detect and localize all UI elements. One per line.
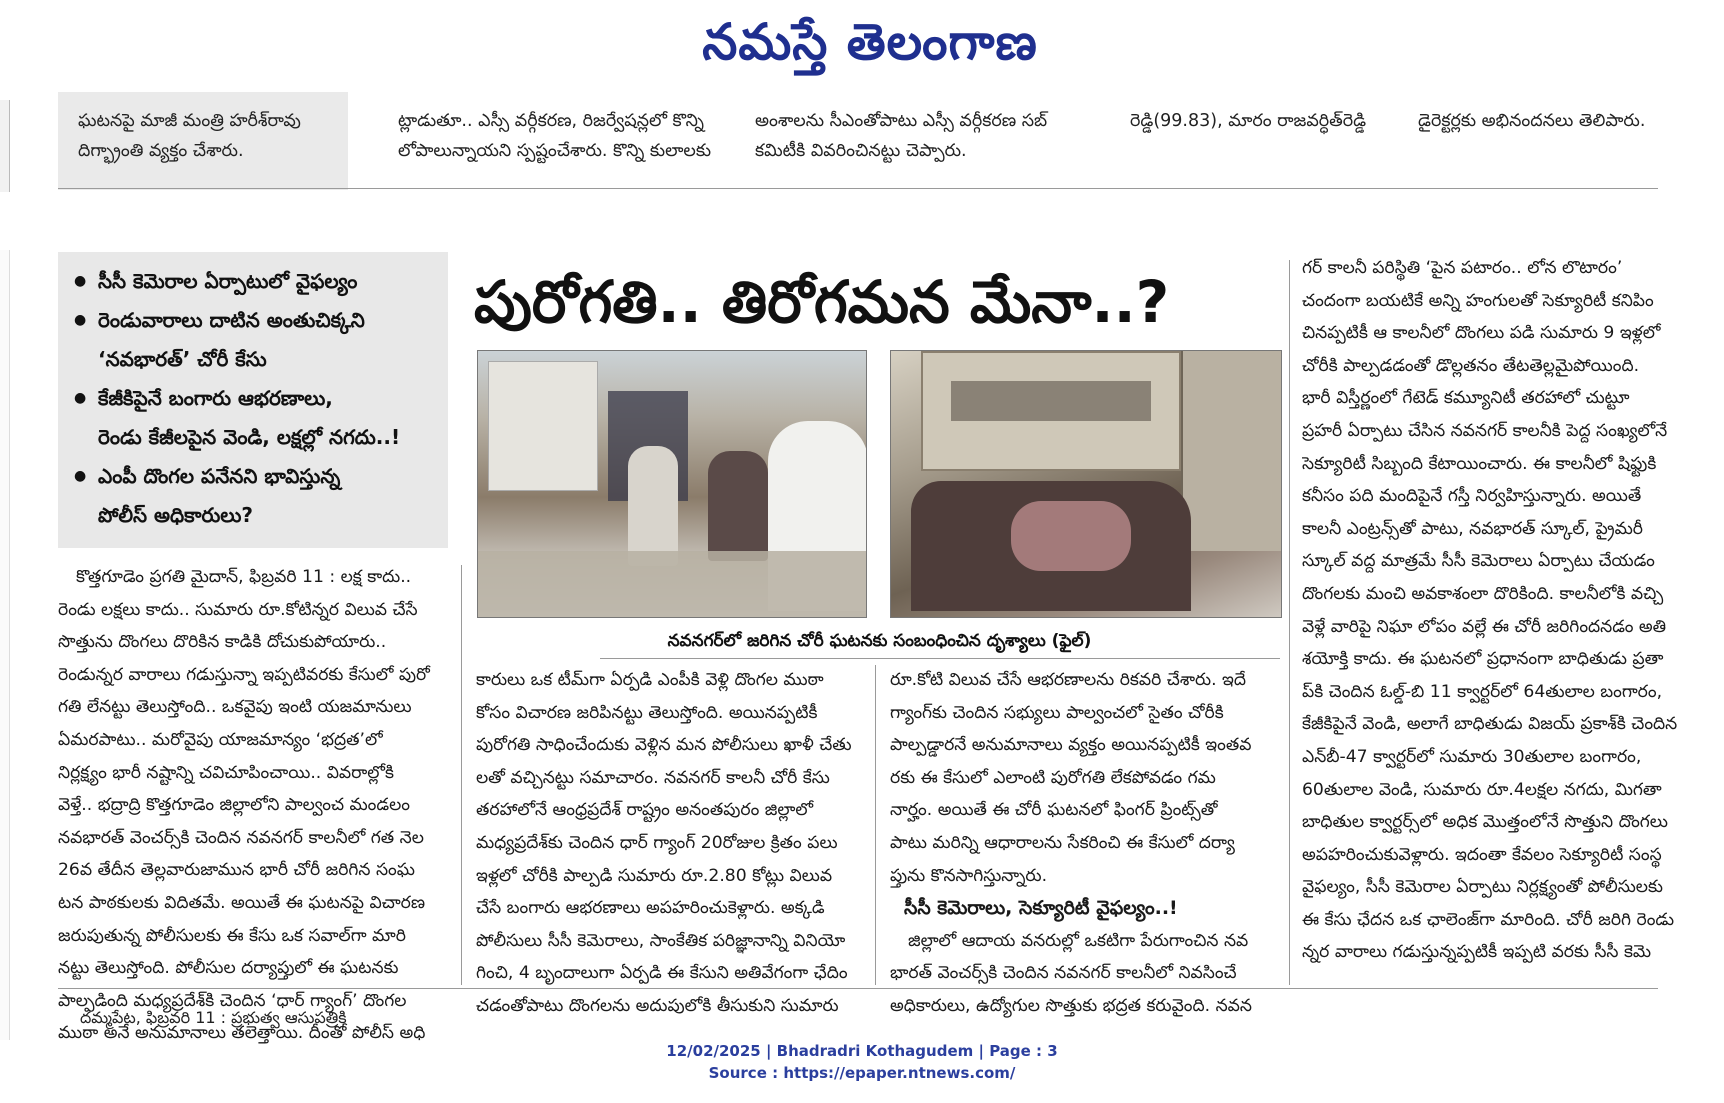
text-line: ఇళ్లలో చోరీకి పాల్పడి సుమారు రూ.2.80 కోట్లు విలువ: [476, 865, 833, 886]
text-line: న్నర వారాలు గడుస్తున్నప్పటికీ ఇప్పటి వరకు సీసీ కెమె: [1302, 942, 1652, 963]
text-line: నిర్లక్ష్యం భారీ నష్టాన్ని చవిచూపించాయి.. వివరాల్లోకి: [58, 762, 395, 783]
highlight-item-continuation: పోలీస్ అధికారులు?: [98, 503, 253, 527]
text-line: ముఠా అనే అనుమానాలు తలెత్తాయి. దీంతో పోలీస్ అధి: [58, 1023, 426, 1044]
footer-page-number: Page : 3: [989, 1042, 1058, 1060]
text-line: గర్ కాలనీ పరిస్థితి ‘పైన పటారం.. లోన లొటారం’: [1302, 258, 1623, 278]
highlight-item: ● కేజీకిపైనే బంగారు ఆభరణాలు,: [72, 379, 438, 418]
text-line: లతో వచ్చినట్టు సమాచారం. నవనగర్ కాలనీ చోరీ కేసు: [476, 767, 830, 788]
text-line: చడంతోపాటు దొంగలను అదుపులోకి తీసుకుని సుమారు: [476, 995, 839, 1016]
cut-text-fragment: [1418, 92, 1668, 106]
text-line: డైరెక్టర్లకు అభినందనలు తెలిపారు.: [1418, 111, 1646, 131]
text-line: గతి లేనట్టు తెలుస్తోంది.. ఒకవైపు ఇంటి యజమానులు: [58, 697, 412, 718]
text-line: సొత్తును దొంగలు దొరికిన కాడికి దోచుకుపోయారు..: [58, 632, 387, 653]
text-line: 60తులాల వెండి, సుమారు రూ.4లక్షల నగదు, మిగతా: [1302, 779, 1662, 800]
text-line: కనీసం పది మందిపైనే గస్తీ నిర్వహిస్తున్నారు. అయితే: [1302, 486, 1642, 507]
text-line: భారీ విస్తీర్ణంలో గేటెడ్ కమ్యూనిటీ తరహాలో చుట్టూ: [1302, 388, 1630, 409]
text-line: ప్తును కొనసాగిస్తున్నారు.: [890, 865, 1048, 886]
highlight-item: ● సీసీ కెమెరాల ఏర్పాటులో వైఫల్యం: [72, 262, 438, 301]
text-line: వెళ్తే.. భద్రాద్రి కొత్తగూడెం జిల్లాలోని పాల్వంచ మండలం: [58, 795, 411, 816]
article-subheading: సీసీ కెమెరాలు, సెక్యూరిటీ వైఫల్యం..!: [904, 897, 1178, 920]
section-divider: [58, 188, 1658, 189]
text-line: మధ్యప్రదేశ్‌కు చెందిన ధార్ గ్యాంగ్ 20రోజుల క్రితం పలు: [476, 832, 838, 853]
text-line: చోరీకి పాల్పడడంతో డొల్లతనం తేటతెల్లమైపోయింది.: [1302, 355, 1640, 376]
bed-surface: [478, 551, 867, 618]
footer-source-label: Source :: [708, 1064, 779, 1082]
masthead: [0, 0, 1724, 92]
cut-text-fragment: [1130, 92, 1400, 106]
text-line: అపహరించుకువెళ్లారు. ఇదంతా కేవలం సెక్యూరిటీ సంస్థ: [1302, 844, 1662, 865]
footer-source-line: [0, 1062, 1724, 1084]
text-line: దిగ్భ్రాంతి వ్యక్తం చేశారు.: [78, 141, 244, 161]
text-line: నవభారత్ వెంచర్స్‌కి చెందిన నవనగర్ కాలనీలో గత నెల: [58, 827, 424, 848]
text-line: జరుపుతున్న పోలీసులకు ఈ కేసు ఒక సవాల్‌గా మారి: [58, 925, 406, 946]
text-line: గించి, 4 బృందాలుగా ఏర్పడి ఈ కేసుని అతివేగంగా ఛేదిం: [476, 963, 848, 984]
crime-scene-photo-2: [890, 350, 1282, 618]
text-line: నట్టు తెలుస్తోంది. పోలీసుల దర్యాప్తులో ఈ ఘటనకు: [58, 958, 399, 979]
cupboard-door: [1181, 351, 1281, 551]
page-edge-marker: [0, 100, 10, 192]
text-line: సెక్యూరిటీ సిబ్బంది కేటాయించారు. ఈ కాలనీలో షిఫ్టుకి: [1302, 453, 1657, 474]
text-line: పోలీసులు సీసీ కెమెరాలు, సాంకేతిక పరిజ్ఞానాన్ని వినియో: [476, 930, 846, 951]
text-line: వెళ్లే వారిపై నిఘా లోపం వల్లే ఈ చోరీ జరిగిందనడం అతి: [1302, 616, 1667, 637]
text-line: పురోగతి సాధించేందుకు వెళ్లిన మన పోలీసులు ఖాళీ చేతు: [476, 735, 852, 756]
text-line: చినప్పటికీ ఆ కాలనీలో దొంగలు పడి సుమారు 9 ఇళ్లలో: [1302, 323, 1661, 344]
text-line: నార్హం. అయితే ఈ చోరీ ఘటనలో ఫింగర్ ప్రింట్స్‌తో: [890, 800, 1218, 821]
footer-source-link[interactable]: https://epaper.ntnews.com/: [783, 1064, 1016, 1082]
article-column-4: [1302, 252, 1692, 969]
footer-edition: Bhadradri Kothagudem: [776, 1042, 974, 1060]
text-line: కొత్తగూడెం ప్రగతి మైదాన్, ఫిబ్రవరి 11 : లక్ష కాదు..: [76, 567, 412, 587]
text-line: లోపాలున్నాయని స్పష్టంచేశారు. కొన్ని కులాలకు: [398, 141, 712, 161]
text-line: ఘటనపై మాజీ మంత్రి హరీశ్‌రావు: [78, 111, 301, 131]
text-line: దొంగలకు మంచి అవకాశంలా దొరికింది. కాలనీలోకి వచ్చి: [1302, 583, 1664, 604]
text-line: తరహాలోనే ఆంధ్రప్రదేశ్ రాష్ట్రం అనంతపురం జిల్లాలో: [476, 800, 814, 821]
top-article-col-5: [1418, 92, 1668, 190]
text-line: పాల్పడింది మధ్యప్రదేశ్‌కి చెందిన ‘ధార్ గ్యాంగ్’ దొంగల: [58, 990, 407, 1011]
photo-caption: నవనగర్‌లో జరిగిన చోరీ ఘటనకు సంబంధించిన దృశ్యాలు (ఫైల్): [667, 631, 1092, 651]
bottom-article-strip: [58, 1002, 1668, 1036]
text-line: రూ.కోటి విలువ చేసే ఆభరణాలను రికవరి చేశారు. ఇదే: [890, 670, 1247, 690]
window-curtain-shape: [488, 361, 598, 491]
text-line: పాటు మరిన్ని ఆధారాలను సేకరించి ఈ కేసులో దర్యా: [890, 832, 1235, 853]
caption-divider: [600, 658, 1280, 659]
cut-text-fragment: [398, 92, 783, 106]
footer-separator: |: [978, 1042, 990, 1060]
text-line: భారత్ వెంచర్స్‌కి చెందిన నవనగర్ కాలనీలో నివసించే: [890, 963, 1237, 984]
crime-scene-photo-1: [477, 350, 867, 618]
text-line: కారులు ఒక టీమ్‌గా ఏర్పడి ఎంపీకి వెళ్లి దొంగల ముఠా: [476, 670, 824, 690]
text-line: కాలనీ ఎంట్రన్స్‌తో పాటు, నవభారత్ స్కూల్, ప్రైమరీ: [1302, 518, 1644, 539]
article-column-3: [890, 664, 1282, 1023]
top-article-strip: [58, 92, 1668, 190]
text-line: ఏమరపాటు.. మరోవైపు యాజమాన్యం ‘భద్రత’లో: [58, 729, 383, 750]
article-column-1: [58, 561, 448, 1050]
text-line: రెడ్డి(99.83), మారం రాజవర్ధిత్‌రెడ్డి: [1130, 111, 1367, 131]
highlight-item: ● ఎంపీ దొంగల పనేనని భావిస్తున్న: [72, 457, 438, 496]
article-headline: పురోగతి.. తిరోగమన మేనా..?: [474, 268, 1170, 336]
top-article-col-1: [58, 92, 348, 190]
footer-separator: |: [765, 1042, 777, 1060]
text-line: స్కూల్ వద్ద మాత్రమే సీసీ కెమెరాలు ఏర్పాటు చేయడం: [1302, 551, 1655, 572]
text-line: గ్యాంగ్‌కు చెందిన సభ్యులు పాల్వంచలో సైతం చోరీకి: [890, 702, 1224, 723]
highlight-item-continuation: రెండు కేజీలపైన వెండి, లక్షల్లో నగదు..!: [98, 425, 401, 449]
shelf-items: [951, 381, 1151, 421]
text-line: టన పాఠకులకు విదితమే. అయితే ఈ ఘటనపై విచారణ: [58, 892, 426, 913]
text-line: పాల్పడ్డారనే అనుమానాలు వ్యక్తం అయినప్పటికీ ఇంతవ: [890, 735, 1252, 756]
text-line: రకు ఈ కేసులో ఎలాంటి పురోగతి లేకపోవడం గమ: [890, 767, 1216, 788]
column-divider: [1289, 260, 1290, 985]
top-article-col-3: [755, 92, 1140, 190]
top-article-col-2: [398, 92, 783, 190]
text-line: 26వ తేదీన తెల్లవారుజామున భారీ చోరీ జరిగిన సంఘ: [58, 860, 415, 881]
text-line: వైఫల్యం, సీసీ కెమెరాల ఏర్పాటు నిర్లక్ష్యంతో పోలీసులకు: [1302, 877, 1663, 898]
text-line: ప్‌కి చెందిన ఓల్డ్-బి 11 క్వార్టర్‌లో 64తులాల బంగారం,: [1302, 681, 1663, 702]
column-divider: [461, 565, 462, 985]
text-line: చందంగా బయటికే అన్ని హంగులతో సెక్యూరిటీ కనిపిం: [1302, 290, 1654, 311]
page-footer: [0, 1040, 1724, 1103]
section-divider: [58, 988, 1658, 989]
text-line: ప్రహరీ ఏర్పాటు చేసిన నవనగర్ కాలనీకి పెద్ద సంఖ్యలోనే: [1302, 420, 1668, 441]
person-silhouette: [628, 446, 678, 566]
top-article-col-4: [1130, 92, 1400, 190]
text-line: అధికారులు, ఉద్యోగుల సొత్తుకు భద్రత కరువైంది. నవన: [890, 995, 1252, 1016]
highlights-box: [58, 252, 448, 548]
cut-text-fragment: [78, 92, 348, 106]
next-article-dateline: దమ్మపేట, ఫిబ్రవరి 11 : ప్రభుత్వ ఆసుపత్రికి: [80, 1008, 347, 1027]
text-line: ఎన్‌బీ-47 క్వార్టర్‌లో సుమారు 30తులాల బంగారం,: [1302, 746, 1642, 767]
cut-text-fragment: [755, 92, 1140, 106]
text-line: కోసం విచారణ జరిపినట్టు తెలుస్తోంది. అయినప్పటికీ: [476, 702, 818, 723]
newspaper-logo-title: నమస్తే తెలంగాణ: [702, 13, 1038, 71]
text-line: జిల్లాలో ఆదాయ వనరుల్లో ఒకటిగా పేరుగాంచిన నవ: [908, 930, 1249, 951]
text-line: ట్లాడుతూ.. ఎస్సీ వర్గీకరణ, రిజర్వేషన్లలో కొన్ని: [398, 111, 704, 131]
page-edge-marker: [0, 250, 10, 1040]
text-line: శయోక్తి కాదు. ఈ ఘటనలో ప్రధానంగా బాధితుడు ప్రతా: [1302, 649, 1664, 670]
text-line: కమిటీకి వివరించినట్టు చెప్పారు.: [755, 141, 967, 161]
article-column-2: [476, 664, 866, 1023]
footer-date: 12/02/2025: [666, 1042, 761, 1060]
text-line: రెండున్నర వారాలు గడుస్తున్నా ఇప్పటివరకు కేసులో పురో: [58, 664, 430, 685]
highlight-item: ● రెండువారాలు దాటిన అంతుచిక్కని: [72, 301, 438, 340]
text-line: అంశాలను సీఎంతోపాటు ఎస్సీ వర్గీకరణ సబ్: [755, 111, 1048, 131]
highlight-item-continuation: ‘నవభారత్’ చోరీ కేసు: [98, 347, 267, 371]
person-silhouette: [708, 451, 768, 561]
text-line: రెండు లక్షలు కాదు.. సుమారు రూ.కోటిన్నర విలువ చేసే: [58, 599, 418, 620]
scattered-clothes: [1011, 501, 1131, 571]
column-divider: [875, 665, 876, 985]
text-line: బాధితుల క్వార్టర్స్‌లో అధిక మొత్తంలోనే సొత్తుని దొంగలు: [1302, 812, 1668, 833]
text-line: కేజీకిపైనే వెండి, అలాగే బాధితుడు విజయ్ ప్రకాశ్‌కి చెందిన: [1302, 714, 1678, 735]
text-line: ఈ కేసు ఛేదన ఒక ఛాలెంజ్‌గా మారింది. చోరీ జరిగి రెండు: [1302, 909, 1675, 930]
text-line: చేసే బంగారు ఆభరణాలు అపహరించుకెళ్లారు. అక్కడి: [476, 898, 825, 919]
footer-edition-line: [0, 1040, 1724, 1062]
